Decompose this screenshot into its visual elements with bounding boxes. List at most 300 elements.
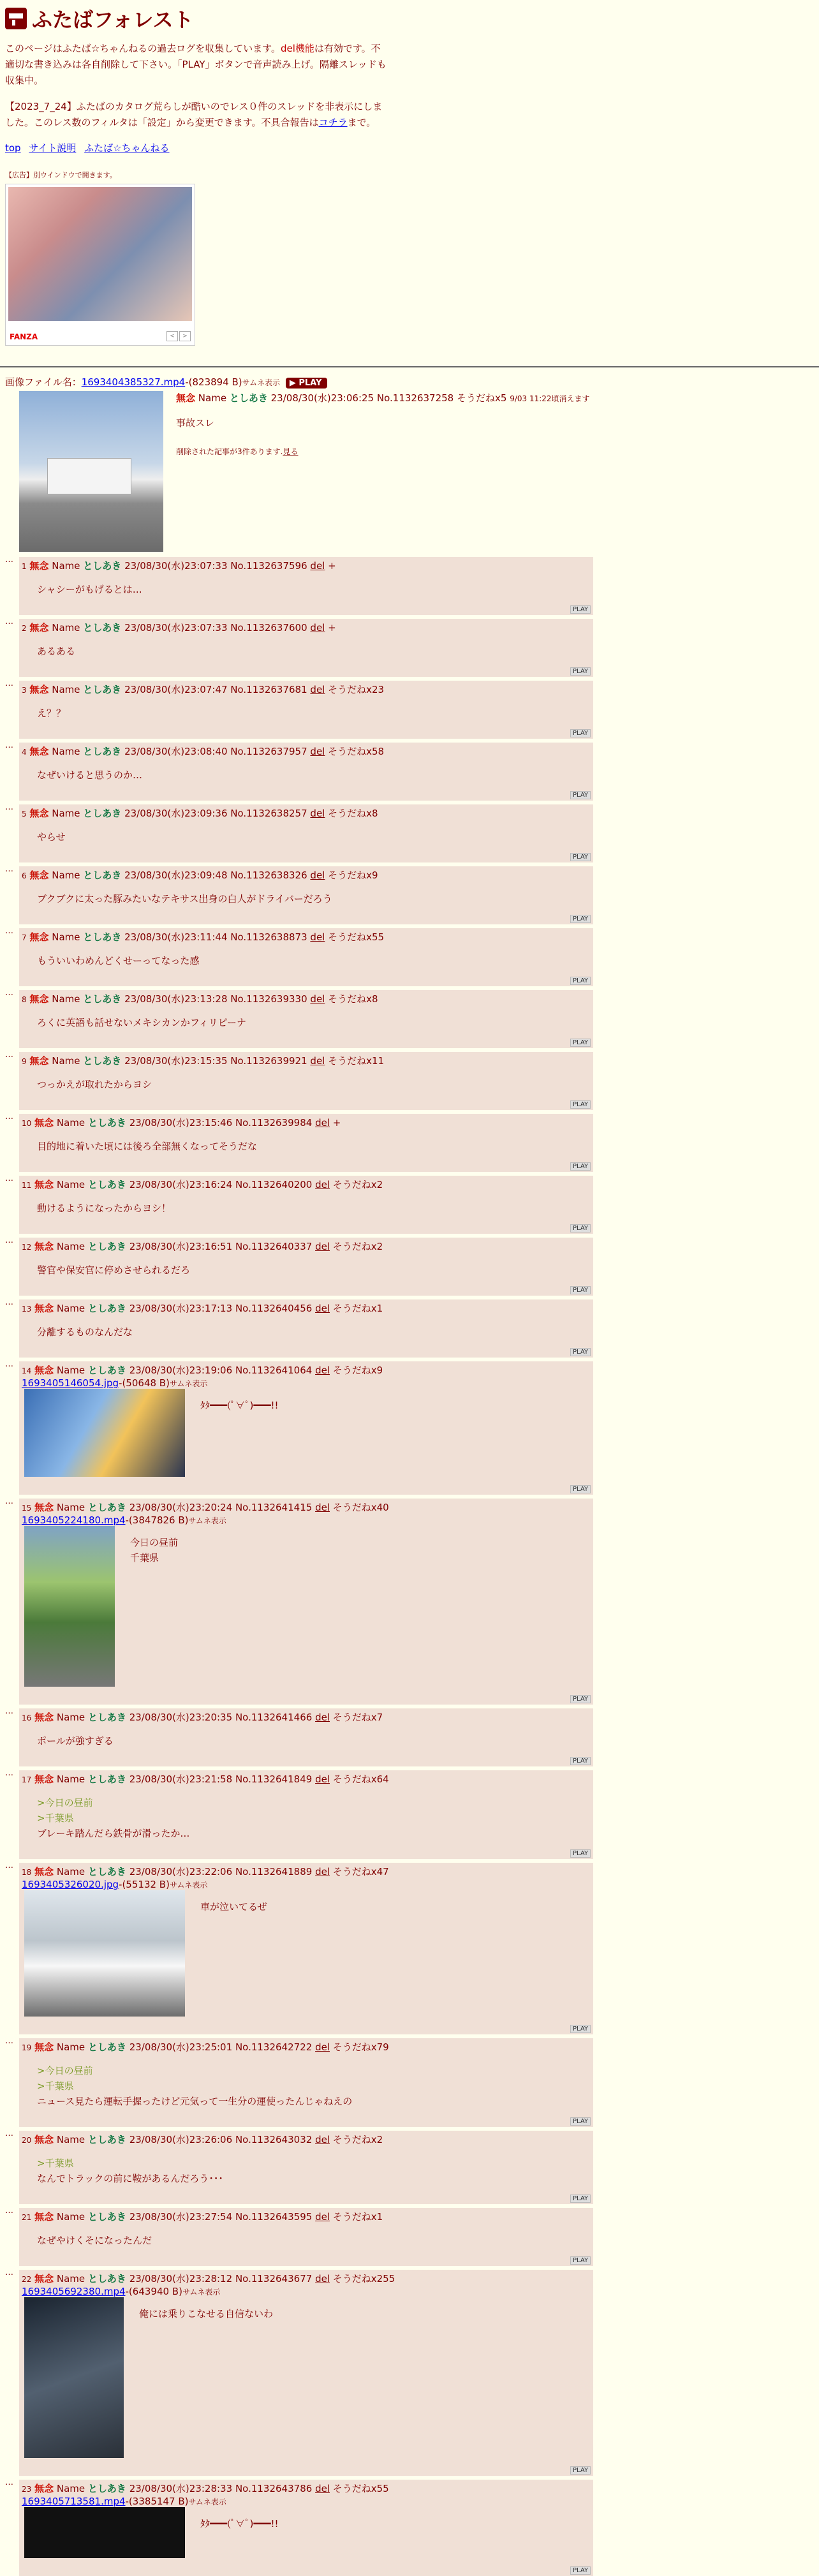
reply-del-link[interactable]: del	[315, 1117, 330, 1129]
reply-header	[22, 621, 591, 635]
reply-header	[22, 1501, 591, 1514]
reply-post-number: No.1132639330	[230, 993, 307, 1005]
reply-sodane[interactable]: そうだねx2	[332, 1241, 383, 1252]
reply-datetime: 23/08/30(水)23:17:13	[129, 1303, 233, 1314]
reply-body	[37, 1795, 591, 1841]
reply-body	[37, 2233, 591, 2248]
reply-number: 23	[22, 2485, 32, 2494]
reply-file-link[interactable]: 1693405326020.jpg	[22, 1879, 119, 1890]
reply-row	[5, 1361, 814, 1495]
reply-body	[37, 1201, 591, 1216]
reply-subject: 無念	[29, 993, 49, 1005]
reply-name-label: Name	[56, 2041, 85, 2053]
op-file-label: 画像ファイル名：	[5, 376, 82, 388]
reply-thumb-note: サムネ表示	[188, 2498, 226, 2506]
reply-header	[22, 1773, 591, 1786]
reply-sodane[interactable]: そうだねx40	[332, 1502, 389, 1513]
reply-subject: 無念	[34, 1365, 54, 1376]
reply-play	[22, 2191, 591, 2203]
nav-about-link[interactable]: サイト説明	[29, 142, 77, 154]
reply-del-link[interactable]: del	[315, 1502, 330, 1513]
reply-subject: 無念	[34, 2211, 54, 2223]
reply-sodane[interactable]: そうだねx7	[332, 1712, 383, 1723]
reply-file-info	[22, 2286, 591, 2297]
reply-name: としあき	[83, 684, 122, 695]
reply-play	[22, 1283, 591, 1294]
reply	[19, 2270, 593, 2476]
message-line: ポールが強すぎる	[37, 1735, 114, 1747]
reply-header	[22, 559, 591, 573]
reply-del-link[interactable]: del	[315, 1712, 330, 1723]
reply	[19, 2480, 593, 2576]
message-line: 動けるようになったからヨシ！	[37, 1203, 172, 1214]
reply-header	[22, 1178, 591, 1192]
reply-name-label: Name	[56, 1712, 85, 1723]
reply-media-row	[22, 1389, 591, 1477]
reply-body	[37, 1324, 591, 1340]
reply-datetime: 23/08/30(水)23:13:28	[124, 993, 228, 1005]
reply-sodane[interactable]: そうだねx55	[332, 2483, 389, 2494]
op-sodane[interactable]: そうだねx5	[457, 392, 507, 404]
reply-datetime: 23/08/30(水)23:27:54	[129, 2211, 233, 2223]
reply-body	[37, 1733, 591, 1749]
reply-name-label: Name	[56, 2211, 85, 2223]
reply-header	[22, 2272, 591, 2286]
reply-sodane[interactable]: +	[328, 560, 336, 572]
reply-dots: …	[5, 1236, 13, 1245]
reply-file-link[interactable]: 1693405713581.mp4	[22, 2496, 126, 2507]
play-button[interactable]: PLAY	[570, 1348, 591, 1356]
reply-subject: 無念	[34, 1866, 54, 1877]
reply-sodane[interactable]: そうだねx9	[328, 870, 378, 881]
reply-sodane[interactable]: そうだねx9	[332, 1365, 383, 1376]
message-line: ﾀﾀ━━━(ﾟ∀ﾟ)━━━!!	[200, 2518, 279, 2529]
reply-sodane[interactable]: そうだねx47	[332, 1866, 389, 1877]
play-button[interactable]: PLAY	[570, 1224, 591, 1232]
reply	[19, 990, 593, 1048]
reply-datetime: 23/08/30(水)23:28:12	[129, 2273, 233, 2284]
reply-play	[22, 2253, 591, 2265]
reply-del-link[interactable]: del	[310, 1055, 325, 1067]
reply-sodane[interactable]: そうだねx58	[328, 746, 385, 757]
site-title	[5, 4, 814, 33]
reply-sodane[interactable]: そうだねx255	[332, 2273, 395, 2284]
op-body	[176, 391, 590, 552]
reply-del-link[interactable]: del	[315, 1241, 330, 1252]
reply-header	[22, 2041, 591, 2054]
play-button[interactable]: PLAY	[570, 605, 591, 614]
reply-name-label: Name	[56, 2483, 85, 2494]
play-button[interactable]: PLAY	[570, 1757, 591, 1765]
reply-del-link[interactable]: del	[315, 1773, 330, 1785]
reply-name-label: Name	[56, 1117, 85, 1129]
reply-sodane[interactable]: そうだねx23	[328, 684, 385, 695]
reply-body	[37, 582, 591, 597]
play-button[interactable]: PLAY	[570, 853, 591, 861]
reply-datetime: 23/08/30(水)23:25:01	[129, 2041, 233, 2053]
message-line: 分離するものなんだな	[37, 1326, 133, 1338]
quote-line: >今日の昼前	[37, 1797, 93, 1809]
reply-datetime: 23/08/30(水)23:20:35	[129, 1712, 233, 1723]
reply-del-link[interactable]: del	[315, 1866, 330, 1877]
reply-sodane[interactable]: そうだねx8	[328, 993, 378, 1005]
reply-body	[200, 2516, 279, 2558]
reply-file-link[interactable]: 1693405692380.mp4	[22, 2286, 126, 2297]
reply-name: としあき	[83, 808, 122, 819]
reply-del-link[interactable]: del	[315, 1303, 330, 1314]
play-button[interactable]: PLAY	[570, 1162, 591, 1171]
play-button[interactable]: PLAY	[570, 2025, 591, 2033]
reply-sodane[interactable]: そうだねx79	[332, 2041, 389, 2053]
reply-play	[22, 912, 591, 923]
reply-del-link[interactable]: del	[315, 1365, 330, 1376]
reply	[19, 1863, 593, 2034]
op-play-button[interactable]: ▶ PLAY	[286, 378, 328, 389]
reply-sodane[interactable]: +	[328, 622, 336, 633]
play-button[interactable]: PLAY	[570, 977, 591, 985]
reply	[19, 928, 593, 986]
reply-row	[5, 1238, 814, 1296]
reply-subject: 無念	[34, 1712, 54, 1723]
op-post	[19, 391, 814, 552]
reply-sodane[interactable]: そうだねx1	[332, 1303, 383, 1314]
message-line: ﾀﾀ━━━(ﾟ∀ﾟ)━━━!!	[200, 1400, 279, 1411]
play-button[interactable]: PLAY	[570, 791, 591, 799]
ad-banner[interactable]	[5, 184, 195, 346]
reply-thumbnail[interactable]	[24, 1389, 185, 1477]
reply-name-label: Name	[52, 1055, 80, 1067]
op-file-size: -(823894 B)	[185, 376, 242, 388]
reply-number: 22	[22, 2275, 32, 2284]
reply-del-link[interactable]: del	[315, 2041, 330, 2053]
message-line: なんでトラックの前に鞍があるんだろう･･･	[37, 2173, 223, 2184]
reply-dots: …	[5, 1497, 13, 1506]
reply-del-link[interactable]: del	[315, 2211, 330, 2223]
play-button[interactable]: PLAY	[570, 1849, 591, 1858]
reply-thumb-note: サムネ表示	[182, 2288, 221, 2297]
reply-dots: …	[5, 864, 13, 874]
reply-del-link[interactable]: del	[310, 560, 325, 572]
divider	[0, 366, 819, 367]
op-message: 事故スレ	[176, 417, 215, 429]
reply-datetime: 23/08/30(水)23:28:33	[129, 2483, 233, 2494]
op-name-label: Name	[198, 392, 227, 404]
reply-body	[37, 891, 591, 907]
reply-thumbnail[interactable]	[24, 1526, 115, 1687]
reply-dots: …	[5, 741, 13, 750]
play-button[interactable]: PLAY	[570, 1100, 591, 1109]
reply-subject: 無念	[29, 931, 49, 943]
message-line: もういいわめんどくせーってなった感	[37, 955, 200, 966]
reply-name-label: Name	[56, 1179, 85, 1190]
op-file-link[interactable]: 1693404385327.mp4	[81, 376, 186, 388]
reply-row	[5, 743, 814, 801]
reply-body	[37, 953, 591, 968]
reply-play	[22, 1345, 591, 1356]
reply-dots: …	[5, 1298, 13, 1307]
ad-image[interactable]	[8, 187, 192, 321]
reply-file-link[interactable]: 1693405146054.jpg	[22, 1377, 119, 1389]
nav-top-link[interactable]: top	[5, 142, 21, 154]
reply-file-info	[22, 1879, 591, 1890]
reply-post-number: No.1132640337	[235, 1241, 313, 1252]
ad-label: 【広告】別ウインドウで開きます。	[5, 171, 117, 179]
reply-del-link[interactable]: del	[310, 870, 325, 881]
ad-arrows	[166, 331, 191, 341]
reply-media-row	[22, 1890, 591, 2017]
reply-datetime: 23/08/30(水)23:09:48	[124, 870, 228, 881]
reply-name: としあき	[87, 2041, 126, 2053]
reply-body	[139, 2306, 273, 2458]
reply-post-number: No.1132637681	[230, 684, 307, 695]
reply-sodane[interactable]: そうだねx55	[328, 931, 385, 943]
reply-post-number: No.1132637600	[230, 622, 307, 633]
play-button[interactable]: PLAY	[570, 2566, 591, 2575]
reply	[19, 1052, 593, 1110]
reply-sodane[interactable]: そうだねx2	[332, 2134, 383, 2145]
quote-line: >千葉県	[37, 2158, 74, 2169]
reply-number: 15	[22, 1504, 32, 1513]
reply-name: としあき	[83, 746, 122, 757]
reply-file-link[interactable]: 1693405224180.mp4	[22, 1514, 126, 1526]
reply-body	[37, 644, 591, 659]
reply-name-label: Name	[52, 622, 80, 633]
reply-header	[22, 993, 591, 1006]
reply-datetime: 23/08/30(水)23:16:24	[129, 1179, 233, 1190]
reply-name: としあき	[83, 1055, 122, 1067]
reply-play	[22, 664, 591, 676]
message-line: 目的地に着いた頃には後ろ全部無くなってそうだな	[37, 1141, 258, 1152]
report-link[interactable]: コチラ	[318, 117, 348, 128]
del-feature-text: del機能	[280, 43, 314, 54]
reply-row	[5, 1708, 814, 1766]
nav-links	[5, 141, 814, 154]
reply-dots: …	[5, 2129, 13, 2138]
reply-body	[37, 829, 591, 845]
reply-row	[5, 2131, 814, 2204]
reply-sodane[interactable]: +	[332, 1117, 341, 1129]
message-line: なぜやけくそになったんだ	[37, 2235, 152, 2246]
reply-number: 21	[22, 2213, 32, 2222]
reply-name: としあき	[83, 870, 122, 881]
reply-subject: 無念	[34, 1773, 54, 1785]
futaba-logo-icon	[5, 8, 27, 29]
reply	[19, 1238, 593, 1296]
reply-sodane[interactable]: そうだねx2	[332, 1179, 383, 1190]
reply-post-number: No.1132641415	[235, 1502, 313, 1513]
reply-post-number: No.1132643677	[235, 2273, 313, 2284]
reply-post-number: No.1132638326	[230, 870, 307, 881]
reply	[19, 1499, 593, 1705]
reply-name-label: Name	[52, 746, 80, 757]
reply-name-label: Name	[52, 808, 80, 819]
op-file-line	[5, 375, 814, 389]
ad-next-icon[interactable]: >	[179, 331, 191, 341]
reply-thumbnail[interactable]	[24, 2507, 185, 2558]
play-button[interactable]: PLAY	[570, 2117, 591, 2126]
reply-name: としあき	[87, 2273, 126, 2284]
reply-sodane[interactable]: そうだねx64	[332, 1773, 389, 1785]
play-button[interactable]: PLAY	[570, 1485, 591, 1493]
op-deleted-text: 削除された記事が3件あります.	[176, 447, 283, 456]
reply-row	[5, 1176, 814, 1234]
op-number: No.1132637258	[376, 392, 454, 404]
reply-dots: …	[5, 2036, 13, 2046]
op-header	[176, 391, 590, 404]
reply-sodane[interactable]: そうだねx11	[328, 1055, 385, 1067]
play-button[interactable]: PLAY	[570, 2256, 591, 2265]
reply-subject: 無念	[29, 746, 49, 757]
reply-post-number: No.1132642722	[235, 2041, 313, 2053]
reply-body	[37, 1262, 591, 1278]
message-line: ブレーキ踏んだら鉄骨が滑ったか…	[37, 1828, 190, 1839]
message-line: つっかえが取れたからヨシ	[37, 1079, 152, 1090]
play-button[interactable]: PLAY	[570, 1286, 591, 1294]
reply	[19, 681, 593, 739]
reply-post-number: No.1132639984	[235, 1117, 313, 1129]
reply-datetime: 23/08/30(水)23:11:44	[124, 931, 228, 943]
reply-row	[5, 2270, 814, 2476]
reply	[19, 1361, 593, 1495]
reply-del-link[interactable]: del	[310, 993, 325, 1005]
reply-subject: 無念	[34, 1241, 54, 1252]
reply-body	[37, 2063, 591, 2109]
reply-header	[22, 1302, 591, 1315]
reply-post-number: No.1132641466	[235, 1712, 313, 1723]
reply-del-link[interactable]: del	[310, 931, 325, 943]
reply-datetime: 23/08/30(水)23:22:06	[129, 1866, 233, 1877]
nav-futaba-link[interactable]: ふたば☆ちゃんねる	[84, 142, 170, 154]
reply	[19, 804, 593, 862]
reply-name-label: Name	[56, 1365, 85, 1376]
reply-play	[22, 788, 591, 799]
reply-name-label: Name	[56, 2134, 85, 2145]
reply-del-link[interactable]: del	[315, 2273, 330, 2284]
intro-paragraph-2	[5, 99, 388, 131]
reply-name: としあき	[87, 1866, 126, 1877]
op-deleted-note	[176, 446, 590, 457]
reply-header	[22, 1364, 591, 1377]
reply-subject: 無念	[29, 808, 49, 819]
reply-post-number: No.1132638257	[230, 808, 307, 819]
reply-header	[22, 2482, 591, 2496]
reply-datetime: 23/08/30(水)23:08:40	[124, 746, 228, 757]
reply-body	[200, 1398, 279, 1477]
reply	[19, 1299, 593, 1358]
reply-header	[22, 807, 591, 820]
reply-play	[22, 602, 591, 614]
reply	[19, 866, 593, 924]
play-button[interactable]: PLAY	[570, 667, 591, 676]
reply-del-link[interactable]: del	[310, 684, 325, 695]
reply-dots: …	[5, 1861, 13, 1870]
reply-name: としあき	[83, 560, 122, 572]
reply-header	[22, 1711, 591, 1724]
reply-datetime: 23/08/30(水)23:19:06	[129, 1365, 233, 1376]
reply-number: 9	[22, 1057, 27, 1066]
reply-name: としあき	[83, 622, 122, 633]
ad-prev-icon[interactable]: <	[166, 331, 178, 341]
reply	[19, 619, 593, 677]
reply-row	[5, 2480, 814, 2576]
reply-dots: …	[5, 1768, 13, 1778]
reply-name: としあき	[87, 2483, 126, 2494]
reply-body	[37, 767, 591, 783]
reply-del-link[interactable]: del	[310, 622, 325, 633]
reply-del-link[interactable]: del	[310, 746, 325, 757]
reply-name-label: Name	[52, 684, 80, 695]
message-line: 今日の昼前	[130, 1537, 179, 1548]
play-button[interactable]: PLAY	[570, 1695, 591, 1703]
reply-dots: …	[5, 555, 13, 565]
op-thumb-note: サムネ表示	[242, 378, 281, 387]
reply-play	[22, 1035, 591, 1047]
play-button[interactable]: PLAY	[570, 2195, 591, 2203]
play-button[interactable]: PLAY	[570, 1039, 591, 1047]
message-line: やらせ	[37, 831, 66, 843]
message-line: なぜいけると思うのか…	[37, 769, 143, 781]
reply-sodane[interactable]: そうだねx8	[328, 808, 378, 819]
reply-file-size: -(3847826 B)	[125, 1514, 189, 1526]
reply-row	[5, 619, 814, 677]
reply-del-link[interactable]: del	[310, 808, 325, 819]
reply-row	[5, 804, 814, 862]
reply-post-number: No.1132641849	[235, 1773, 313, 1785]
reply-sodane[interactable]: そうだねx1	[332, 2211, 383, 2223]
play-button[interactable]: PLAY	[570, 729, 591, 737]
reply-subject: 無念	[34, 2273, 54, 2284]
intro	[5, 41, 814, 131]
play-button[interactable]: PLAY	[570, 915, 591, 923]
reply-file-size: -(643940 B)	[125, 2286, 182, 2297]
message-line: 車が泣いてるぜ	[200, 1901, 267, 1913]
message-line: え？？	[37, 707, 66, 719]
reply-number: 20	[22, 2136, 32, 2145]
reply-name: としあき	[87, 1502, 126, 1513]
intro-text-1-rest: は有効です。不適切な書き込みは各自削除して下さい。「PLAY」ボタンで音声読み上げ。隔離スレッドも収集中。	[5, 43, 387, 86]
reply-subject: 無念	[34, 1502, 54, 1513]
reply-subject: 無念	[34, 2041, 54, 2053]
reply-dots: …	[5, 617, 13, 626]
reply-datetime: 23/08/30(水)23:07:33	[124, 560, 228, 572]
reply-name-label: Name	[56, 1241, 85, 1252]
reply-thumbnail[interactable]	[24, 1890, 185, 2017]
play-button[interactable]: PLAY	[570, 2466, 591, 2475]
reply-del-link[interactable]: del	[315, 2483, 330, 2494]
reply-file-size: -(3385147 B)	[125, 2496, 189, 2507]
reply-del-link[interactable]: del	[315, 1179, 330, 1190]
reply-play	[22, 1159, 591, 1171]
reply-body	[130, 1535, 178, 1687]
intro-text-2-end: まで。	[347, 117, 376, 128]
reply-del-link[interactable]: del	[315, 2134, 330, 2145]
reply-play	[22, 1754, 591, 1765]
op-thumbnail[interactable]	[19, 391, 163, 552]
reply-name-label: Name	[56, 1303, 85, 1314]
site-title-text: ふたばフォレスト	[32, 8, 194, 32]
quote-line: >千葉県	[37, 2080, 74, 2092]
reply-datetime: 23/08/30(水)23:07:33	[124, 622, 228, 633]
reply-file-info	[22, 1377, 591, 1389]
reply-subject: 無念	[29, 684, 49, 695]
reply	[19, 2131, 593, 2204]
reply-number: 19	[22, 2043, 32, 2052]
op-deleted-link[interactable]: 見る	[283, 447, 299, 456]
reply-thumbnail[interactable]	[24, 2297, 124, 2458]
reply-name-label: Name	[56, 1773, 85, 1785]
reply-thumb-note: サムネ表示	[188, 1516, 226, 1525]
reply-name: としあき	[87, 1365, 126, 1376]
